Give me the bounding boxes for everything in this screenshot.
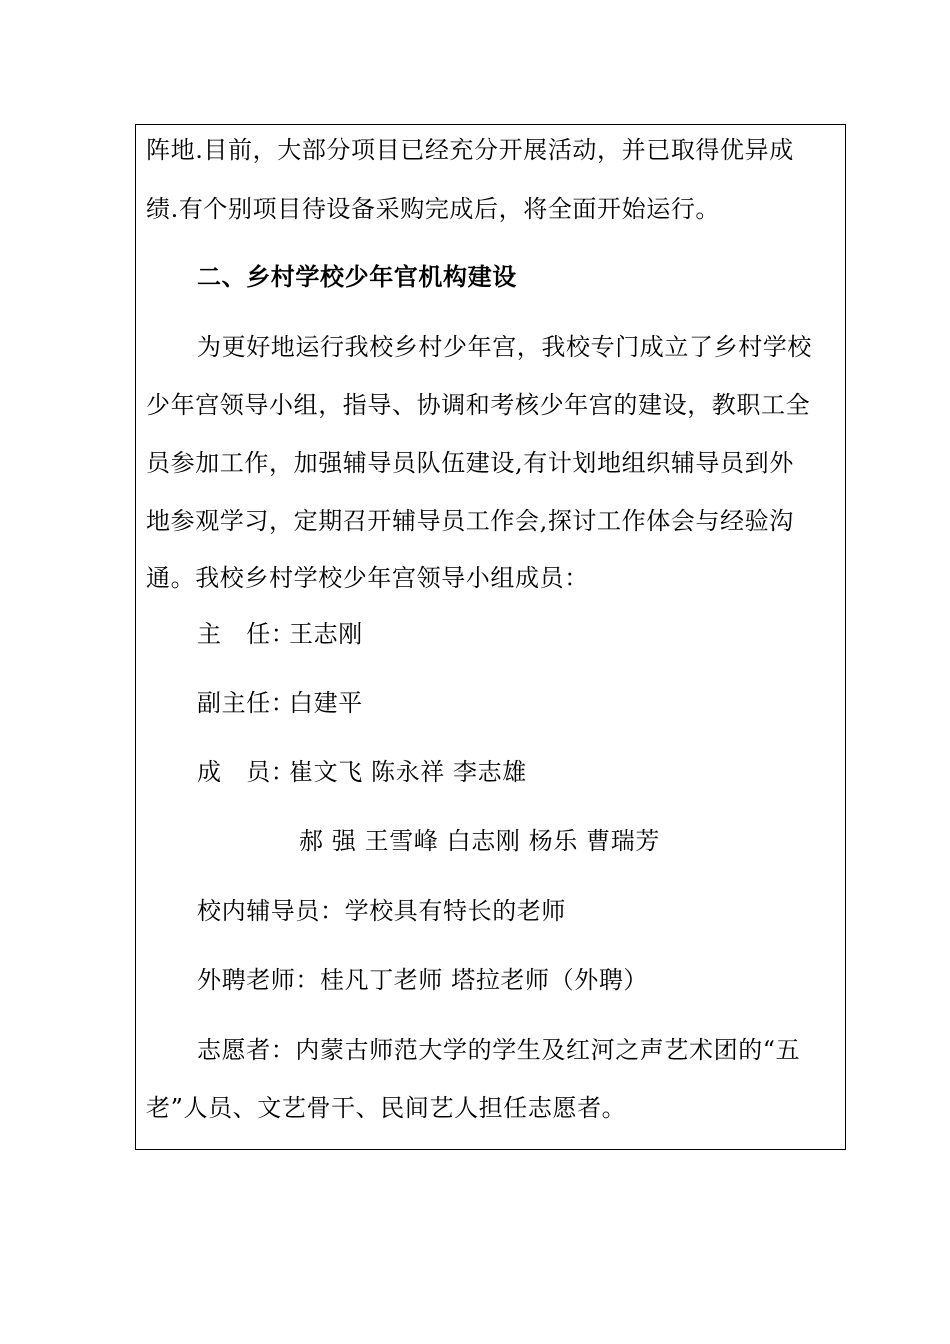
- counselors-value: 学校具有特长的老师: [344, 897, 567, 925]
- paragraph-line-5: 通。我校乡村学校少年宫领导小组成员：: [146, 564, 589, 592]
- external-teachers-row: [197, 965, 648, 995]
- counselors-label: 校内辅导员：: [197, 897, 345, 925]
- deputy-name: 白建平: [289, 689, 363, 717]
- paragraph-line-4: 地参观学习，定期召开辅导员工作会,探讨工作体会与经验沟: [146, 507, 794, 535]
- deputy-row: [197, 688, 363, 718]
- members-row: [197, 757, 527, 787]
- paragraph-line-3: 员参加工作，加强辅导员队伍建设,有计划地组织辅导员到外: [146, 449, 794, 477]
- section-heading: 二、乡村学校少年官机构建设: [197, 262, 517, 291]
- director-label: 主 任：: [197, 620, 296, 648]
- intro-line-2: 绩.有个别项目待设备采购完成后，将全面开始运行。: [146, 195, 721, 223]
- director-name: 王志刚: [289, 620, 363, 648]
- members-names-2: 郝 强 王雪峰 白志刚 杨乐 曹瑞芳: [299, 827, 660, 855]
- paragraph-line-2: 少年宫领导小组，指导、协调和考核少年宫的建设，教职工全: [146, 391, 811, 419]
- director-row: [197, 619, 363, 649]
- counselors-row: [197, 896, 566, 926]
- external-label: 外聘老师：: [197, 966, 320, 994]
- volunteers-line-2: 老”人员、文艺骨干、民间艺人担任志愿者。: [146, 1094, 627, 1122]
- intro-line-1: 阵地.目前，大部分项目已经充分开展活动，并已取得优异成: [146, 136, 794, 164]
- paragraph-line-1: 为更好地运行我校乡村少年宫，我校专门成立了乡村学校: [197, 333, 812, 361]
- members-names-1: 崔文飞 陈永祥 李志雄: [289, 758, 527, 786]
- volunteers-line-1: 志愿者：内蒙古师范大学的学生及红河之声艺术团的“五: [197, 1036, 801, 1064]
- members-label: 成 员：: [197, 758, 296, 786]
- external-value: 桂凡丁老师 塔拉老师（外聘）: [320, 966, 649, 994]
- deputy-label: 副主任：: [197, 689, 296, 717]
